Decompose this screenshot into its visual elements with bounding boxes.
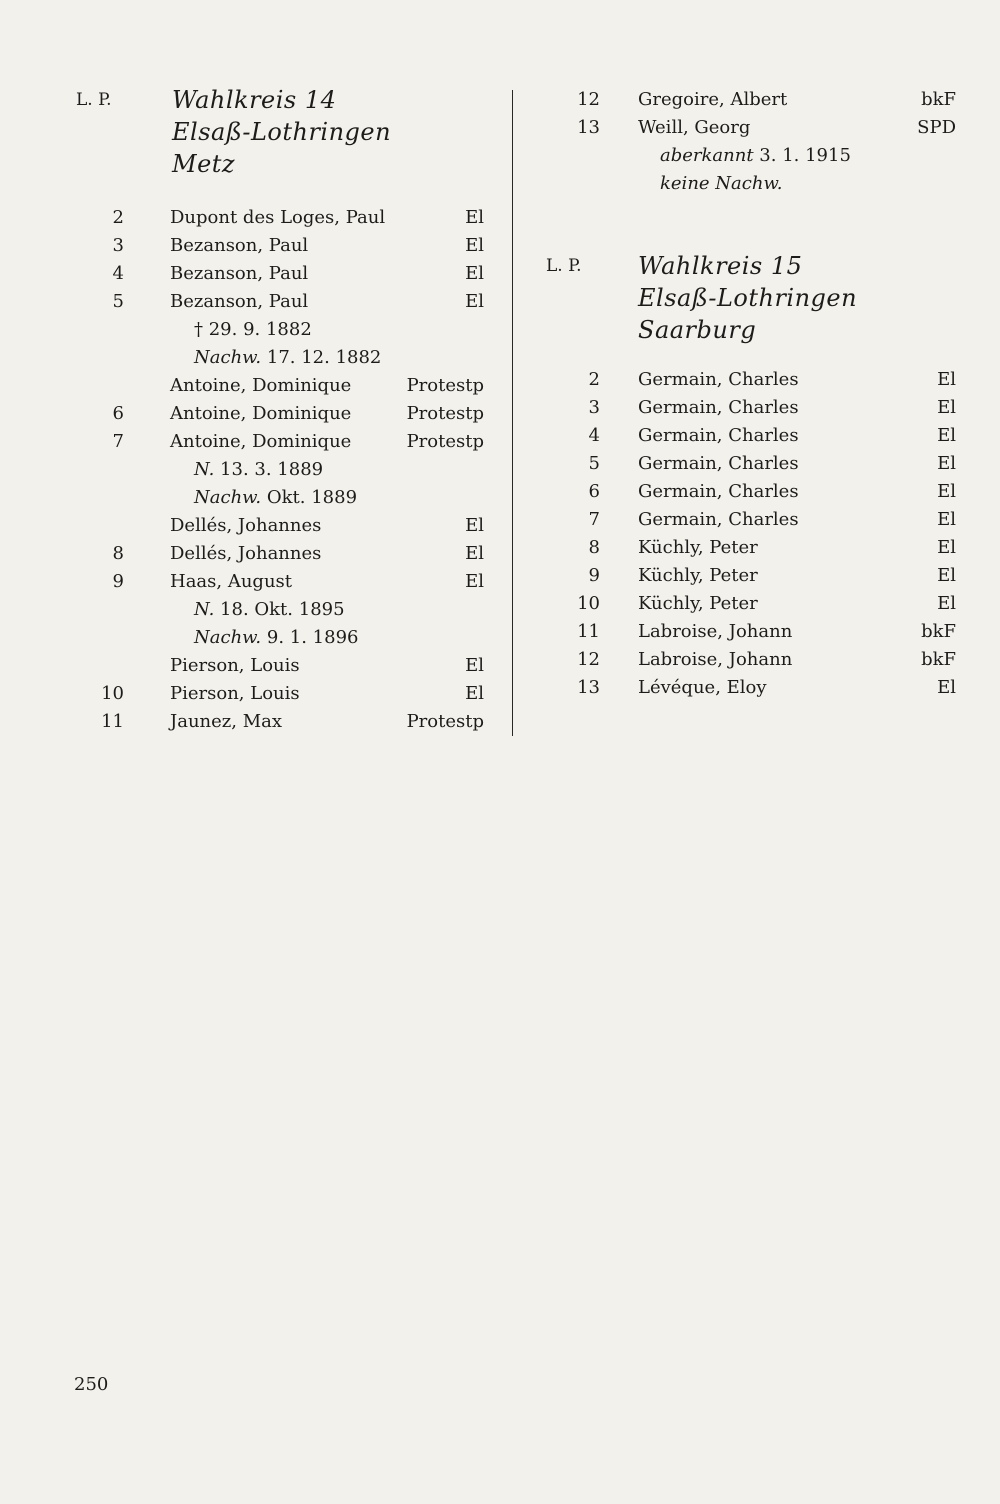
legislative-period-number: 3 xyxy=(112,235,124,256)
note-row xyxy=(76,624,494,652)
deputy-name: Labroise, Johann xyxy=(638,621,793,642)
right-column xyxy=(536,86,956,702)
legislative-period-number: 8 xyxy=(112,543,124,564)
legislative-period-number: 5 xyxy=(588,453,600,474)
party-label: El xyxy=(465,515,484,536)
note-text xyxy=(194,344,381,372)
legislative-period-number: 11 xyxy=(577,621,600,642)
entry-row xyxy=(536,590,956,618)
deputy-name: Gregoire, Albert xyxy=(638,89,788,110)
note-date: Okt. 1889 xyxy=(261,487,358,508)
party-label: El xyxy=(937,537,956,558)
note-date: 17. 12. 1882 xyxy=(261,347,382,368)
party-label: El xyxy=(465,235,484,256)
entry-row xyxy=(536,394,956,422)
continued-entries xyxy=(536,86,956,198)
legislative-period-number: 9 xyxy=(112,571,124,592)
entry-row xyxy=(536,674,956,702)
entry-row xyxy=(536,114,956,142)
party-label: Protestp xyxy=(406,403,484,424)
legislative-period-number: 2 xyxy=(112,207,124,228)
note-text xyxy=(194,316,312,344)
lp-label: L. P. xyxy=(76,90,112,110)
deputy-name: Pierson, Louis xyxy=(170,655,300,676)
party-label: El xyxy=(465,263,484,284)
deputy-name: Bezanson, Paul xyxy=(170,263,309,284)
entry-row xyxy=(76,400,494,428)
deputy-name: Labroise, Johann xyxy=(638,649,793,670)
entry-row xyxy=(76,288,494,316)
party-label: El xyxy=(465,571,484,592)
party-label: bkF xyxy=(921,649,956,670)
note-prefix: † 29. 9. 1882 xyxy=(194,319,312,340)
party-label: El xyxy=(937,509,956,530)
party-label: El xyxy=(465,683,484,704)
note-row xyxy=(536,142,956,170)
deputy-name: Germain, Charles xyxy=(638,481,799,502)
deputy-name: Küchly, Peter xyxy=(638,593,758,614)
party-label: El xyxy=(937,677,956,698)
note-row xyxy=(76,484,494,512)
deputy-name: Dellés, Johannes xyxy=(170,543,322,564)
party-label: El xyxy=(937,593,956,614)
deputy-name: Antoine, Dominique xyxy=(170,431,352,452)
deputy-name: Bezanson, Paul xyxy=(170,235,309,256)
deputy-name: Germain, Charles xyxy=(638,397,799,418)
deputy-name: Dupont des Loges, Paul xyxy=(170,207,386,228)
note-row xyxy=(76,316,494,344)
legislative-period-number: 8 xyxy=(588,537,600,558)
note-italic: aberkannt xyxy=(660,145,754,166)
entry-row xyxy=(76,708,494,736)
note-italic: N. xyxy=(194,459,215,480)
note-text xyxy=(194,596,345,624)
note-date: 9. 1. 1896 xyxy=(261,627,359,648)
entry-row xyxy=(76,372,494,400)
entry-row xyxy=(76,540,494,568)
note-italic: Nachw. xyxy=(194,347,262,368)
entry-row xyxy=(536,646,956,674)
note-text xyxy=(194,484,357,512)
legislative-period-number: 4 xyxy=(112,263,124,284)
note-row xyxy=(76,344,494,372)
deputy-name: Germain, Charles xyxy=(638,509,799,530)
district-15-header xyxy=(536,252,956,370)
entry-row xyxy=(536,534,956,562)
legislative-period-number: 3 xyxy=(588,397,600,418)
note-italic: keine Nachw. xyxy=(660,173,783,194)
note-italic: Nachw. xyxy=(194,627,262,648)
note-date: 3. 1. 1915 xyxy=(753,145,851,166)
entry-row xyxy=(536,450,956,478)
deputy-name: Jaunez, Max xyxy=(170,711,283,732)
deputy-name: Haas, August xyxy=(170,571,293,592)
entry-row xyxy=(536,478,956,506)
party-label: El xyxy=(937,397,956,418)
deputy-name: Antoine, Dominique xyxy=(170,375,352,396)
note-text xyxy=(194,456,323,484)
note-row xyxy=(536,170,956,198)
entry-row xyxy=(76,428,494,456)
legislative-period-number: 5 xyxy=(112,291,124,312)
deputy-name: Küchly, Peter xyxy=(638,537,758,558)
legislative-period-number: 12 xyxy=(577,89,600,110)
entry-row xyxy=(76,652,494,680)
entry-row xyxy=(536,562,956,590)
deputy-name: Pierson, Louis xyxy=(170,683,300,704)
party-label: El xyxy=(465,655,484,676)
deputy-name: Dellés, Johannes xyxy=(170,515,322,536)
district-city: Metz xyxy=(172,150,236,178)
legislative-period-number: 6 xyxy=(112,403,124,424)
party-label: Protestp xyxy=(406,431,484,452)
entry-row xyxy=(76,232,494,260)
entry-row xyxy=(76,568,494,596)
deputy-name: Antoine, Dominique xyxy=(170,403,352,424)
deputy-name: Lévéque, Eloy xyxy=(638,677,767,698)
left-column xyxy=(76,86,494,736)
deputy-name: Weill, Georg xyxy=(638,117,751,138)
legislative-period-number: 10 xyxy=(101,683,124,704)
note-text xyxy=(660,142,851,170)
note-date: 13. 3. 1889 xyxy=(214,459,324,480)
deputy-name: Germain, Charles xyxy=(638,425,799,446)
deputy-name: Germain, Charles xyxy=(638,369,799,390)
party-label: bkF xyxy=(921,89,956,110)
party-label: El xyxy=(937,565,956,586)
legislative-period-number: 11 xyxy=(101,711,124,732)
note-row xyxy=(76,456,494,484)
district-title: Wahlkreis 14 xyxy=(172,86,337,114)
party-label: SPD xyxy=(917,117,956,138)
party-label: El xyxy=(937,481,956,502)
legislative-period-number: 4 xyxy=(588,425,600,446)
party-label: Protestp xyxy=(406,375,484,396)
note-date: 18. Okt. 1895 xyxy=(214,599,345,620)
entry-row xyxy=(76,204,494,232)
deputy-name: Germain, Charles xyxy=(638,453,799,474)
district-region: Elsaß-Lothringen xyxy=(638,284,858,312)
deputy-name: Küchly, Peter xyxy=(638,565,758,586)
legislative-period-number: 7 xyxy=(112,431,124,452)
note-row xyxy=(76,596,494,624)
entry-row xyxy=(76,512,494,540)
district-region: Elsaß-Lothringen xyxy=(172,118,392,146)
entry-row xyxy=(536,86,956,114)
party-label: El xyxy=(465,543,484,564)
column-divider xyxy=(512,90,513,736)
legislative-period-number: 13 xyxy=(577,677,600,698)
note-italic: N. xyxy=(194,599,215,620)
note-text xyxy=(194,624,358,652)
left-entries xyxy=(76,204,494,736)
party-label: bkF xyxy=(921,621,956,642)
deputy-name: Bezanson, Paul xyxy=(170,291,309,312)
legislative-period-number: 13 xyxy=(577,117,600,138)
lp-label: L. P. xyxy=(546,256,582,276)
legislative-period-number: 2 xyxy=(588,369,600,390)
entry-row xyxy=(536,618,956,646)
right-entries xyxy=(536,366,956,702)
party-label: El xyxy=(465,291,484,312)
legislative-period-number: 6 xyxy=(588,481,600,502)
note-text xyxy=(660,170,782,198)
legislative-period-number: 9 xyxy=(588,565,600,586)
party-label: El xyxy=(937,425,956,446)
entry-row xyxy=(536,366,956,394)
page-number: 250 xyxy=(74,1374,109,1395)
party-label: El xyxy=(937,453,956,474)
legislative-period-number: 10 xyxy=(577,593,600,614)
district-city: Saarburg xyxy=(638,316,757,344)
party-label: El xyxy=(937,369,956,390)
entry-row xyxy=(536,422,956,450)
party-label: Protestp xyxy=(406,711,484,732)
entry-row xyxy=(76,680,494,708)
district-14-header xyxy=(76,86,494,204)
district-title: Wahlkreis 15 xyxy=(638,252,803,280)
entry-row xyxy=(536,506,956,534)
legislative-period-number: 12 xyxy=(577,649,600,670)
legislative-period-number: 7 xyxy=(588,509,600,530)
party-label: El xyxy=(465,207,484,228)
entry-row xyxy=(76,260,494,288)
note-italic: Nachw. xyxy=(194,487,262,508)
